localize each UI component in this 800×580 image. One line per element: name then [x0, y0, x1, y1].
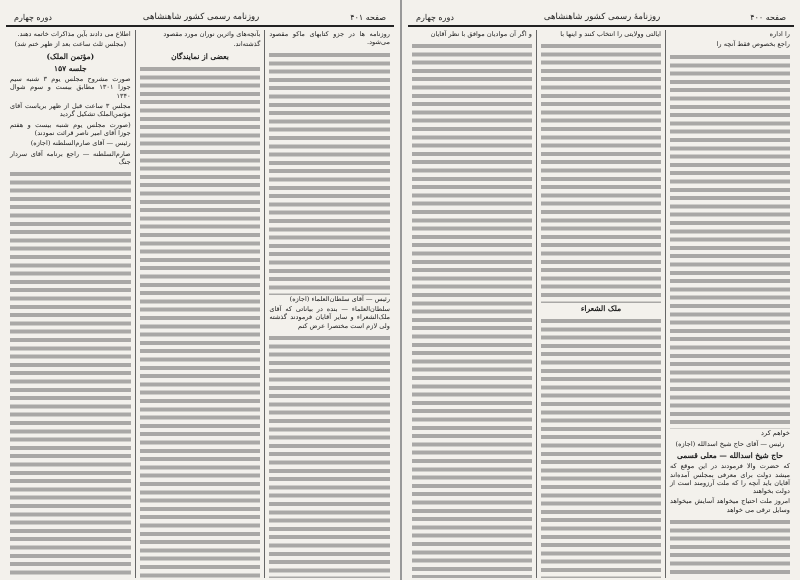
- paragraph: امروز ملت احتیاج میخواهد آسایش میخواهد وسایل ترقی می خواهد: [670, 497, 790, 514]
- text-lines: [670, 518, 790, 578]
- column-middle: [135, 30, 265, 578]
- paragraph: (صورت مجلس یوم شنبه بیست و هفتم جوزا آقای امیر ناصر قرائت نمودند): [9, 120, 131, 137]
- paragraph: ایالتی وولایتی را انتخاب کنند و اینها با: [560, 30, 661, 38]
- column-right: [665, 30, 794, 578]
- columns: [408, 30, 794, 578]
- text-lines: [670, 53, 790, 430]
- page-number: صفحه ۴۰۰: [750, 13, 786, 22]
- term-label: دوره چهارم: [416, 13, 454, 22]
- paragraph: را اداره: [769, 30, 790, 38]
- text-lines: [541, 42, 661, 303]
- page-header: [6, 6, 394, 27]
- text-lines: [412, 42, 532, 578]
- text-lines: [269, 51, 390, 295]
- paragraph: و اگر آن موادیان موافق با نظر آقایان: [430, 30, 532, 38]
- column-left: [408, 30, 536, 578]
- page-header: [408, 6, 794, 27]
- paragraph: اطلاع می دادند بآین مذاکرات خاتمه دهند.: [17, 30, 131, 38]
- text-lines: [10, 170, 131, 578]
- columns: [6, 30, 394, 578]
- page-number: صفحه ۴۰۱: [350, 13, 386, 22]
- paragraph: راجع بخصوص فقط آنچه را: [716, 40, 790, 49]
- paragraph: سلطان‌العلماء — بنده در بیاناتی که آقای ملک‌الشعراء و سایر آقایان فرمودند گذشته ولی لازم است مختصرا عرض کنم: [269, 305, 390, 330]
- paragraph: رئیس — آقای حاج شیخ اسدالله (اجازه): [675, 439, 785, 448]
- paragraph: صارم‌السلطنه — راجع برنامه آقای سردار جنگ: [9, 149, 131, 166]
- column-middle: [536, 30, 665, 578]
- heading: بعضی از نمایندگان: [171, 51, 229, 61]
- paragraph: رئیس — آقای صارم‌السلطنه (اجازه): [30, 139, 131, 148]
- paragraph: گذشته‌اند.: [233, 40, 261, 49]
- column-right: [264, 30, 394, 578]
- heading: (مؤتمن الملک): [46, 51, 95, 61]
- paragraph: روزنامه ها در جزو کتابهای ماکو مقصود می‌شود.: [269, 30, 390, 47]
- term-label: دوره چهارم: [14, 13, 52, 22]
- text-lines: [140, 65, 261, 578]
- text-lines: [541, 317, 661, 578]
- paragraph: رئیس — آقای سلطان‌العلماء (اجازه): [289, 294, 390, 303]
- page-400: [400, 0, 800, 580]
- paragraph: بآنچه‌های واثرین نوران مورد مقصود: [163, 30, 261, 38]
- paragraph: مجلس ۳ ساعت قبل از ظهر بریاست آقای مؤتمن‌الملک تشکیل گردید: [9, 102, 131, 119]
- column-left: [6, 30, 135, 578]
- paragraph: که حضرت والا فرمودند در این موقع که میشد دولت برای معرفی بمجلس آمده‌اند آقایان باید آنچه را که ملت آرزومند است از دولت بخواهند: [670, 462, 790, 496]
- paragraph: (مجلس ثلث ساعت بعد از ظهر ختم شد): [14, 40, 127, 49]
- speaker-heading: ملک الشعراء: [580, 304, 622, 313]
- newspaper-title: روزنامه رسمی کشور شاهنشاهی: [142, 12, 260, 22]
- text-lines: [269, 334, 390, 578]
- newspaper-title: روزنامهٔ رسمی کشور شاهنشاهی: [543, 12, 661, 22]
- session-heading: جلسه ۱۵۷: [54, 63, 87, 73]
- speaker-heading: حاج شیخ اسدالله — معلی قسمی: [676, 450, 784, 460]
- paragraph: صورت مشروح مجلس یوم ۳ شنبه سیم جوزا ۱۳۰۱ مطابق بیست و سوم شوال ۱۳۴۰: [9, 75, 131, 100]
- paragraph: خواهم کرد: [761, 429, 790, 438]
